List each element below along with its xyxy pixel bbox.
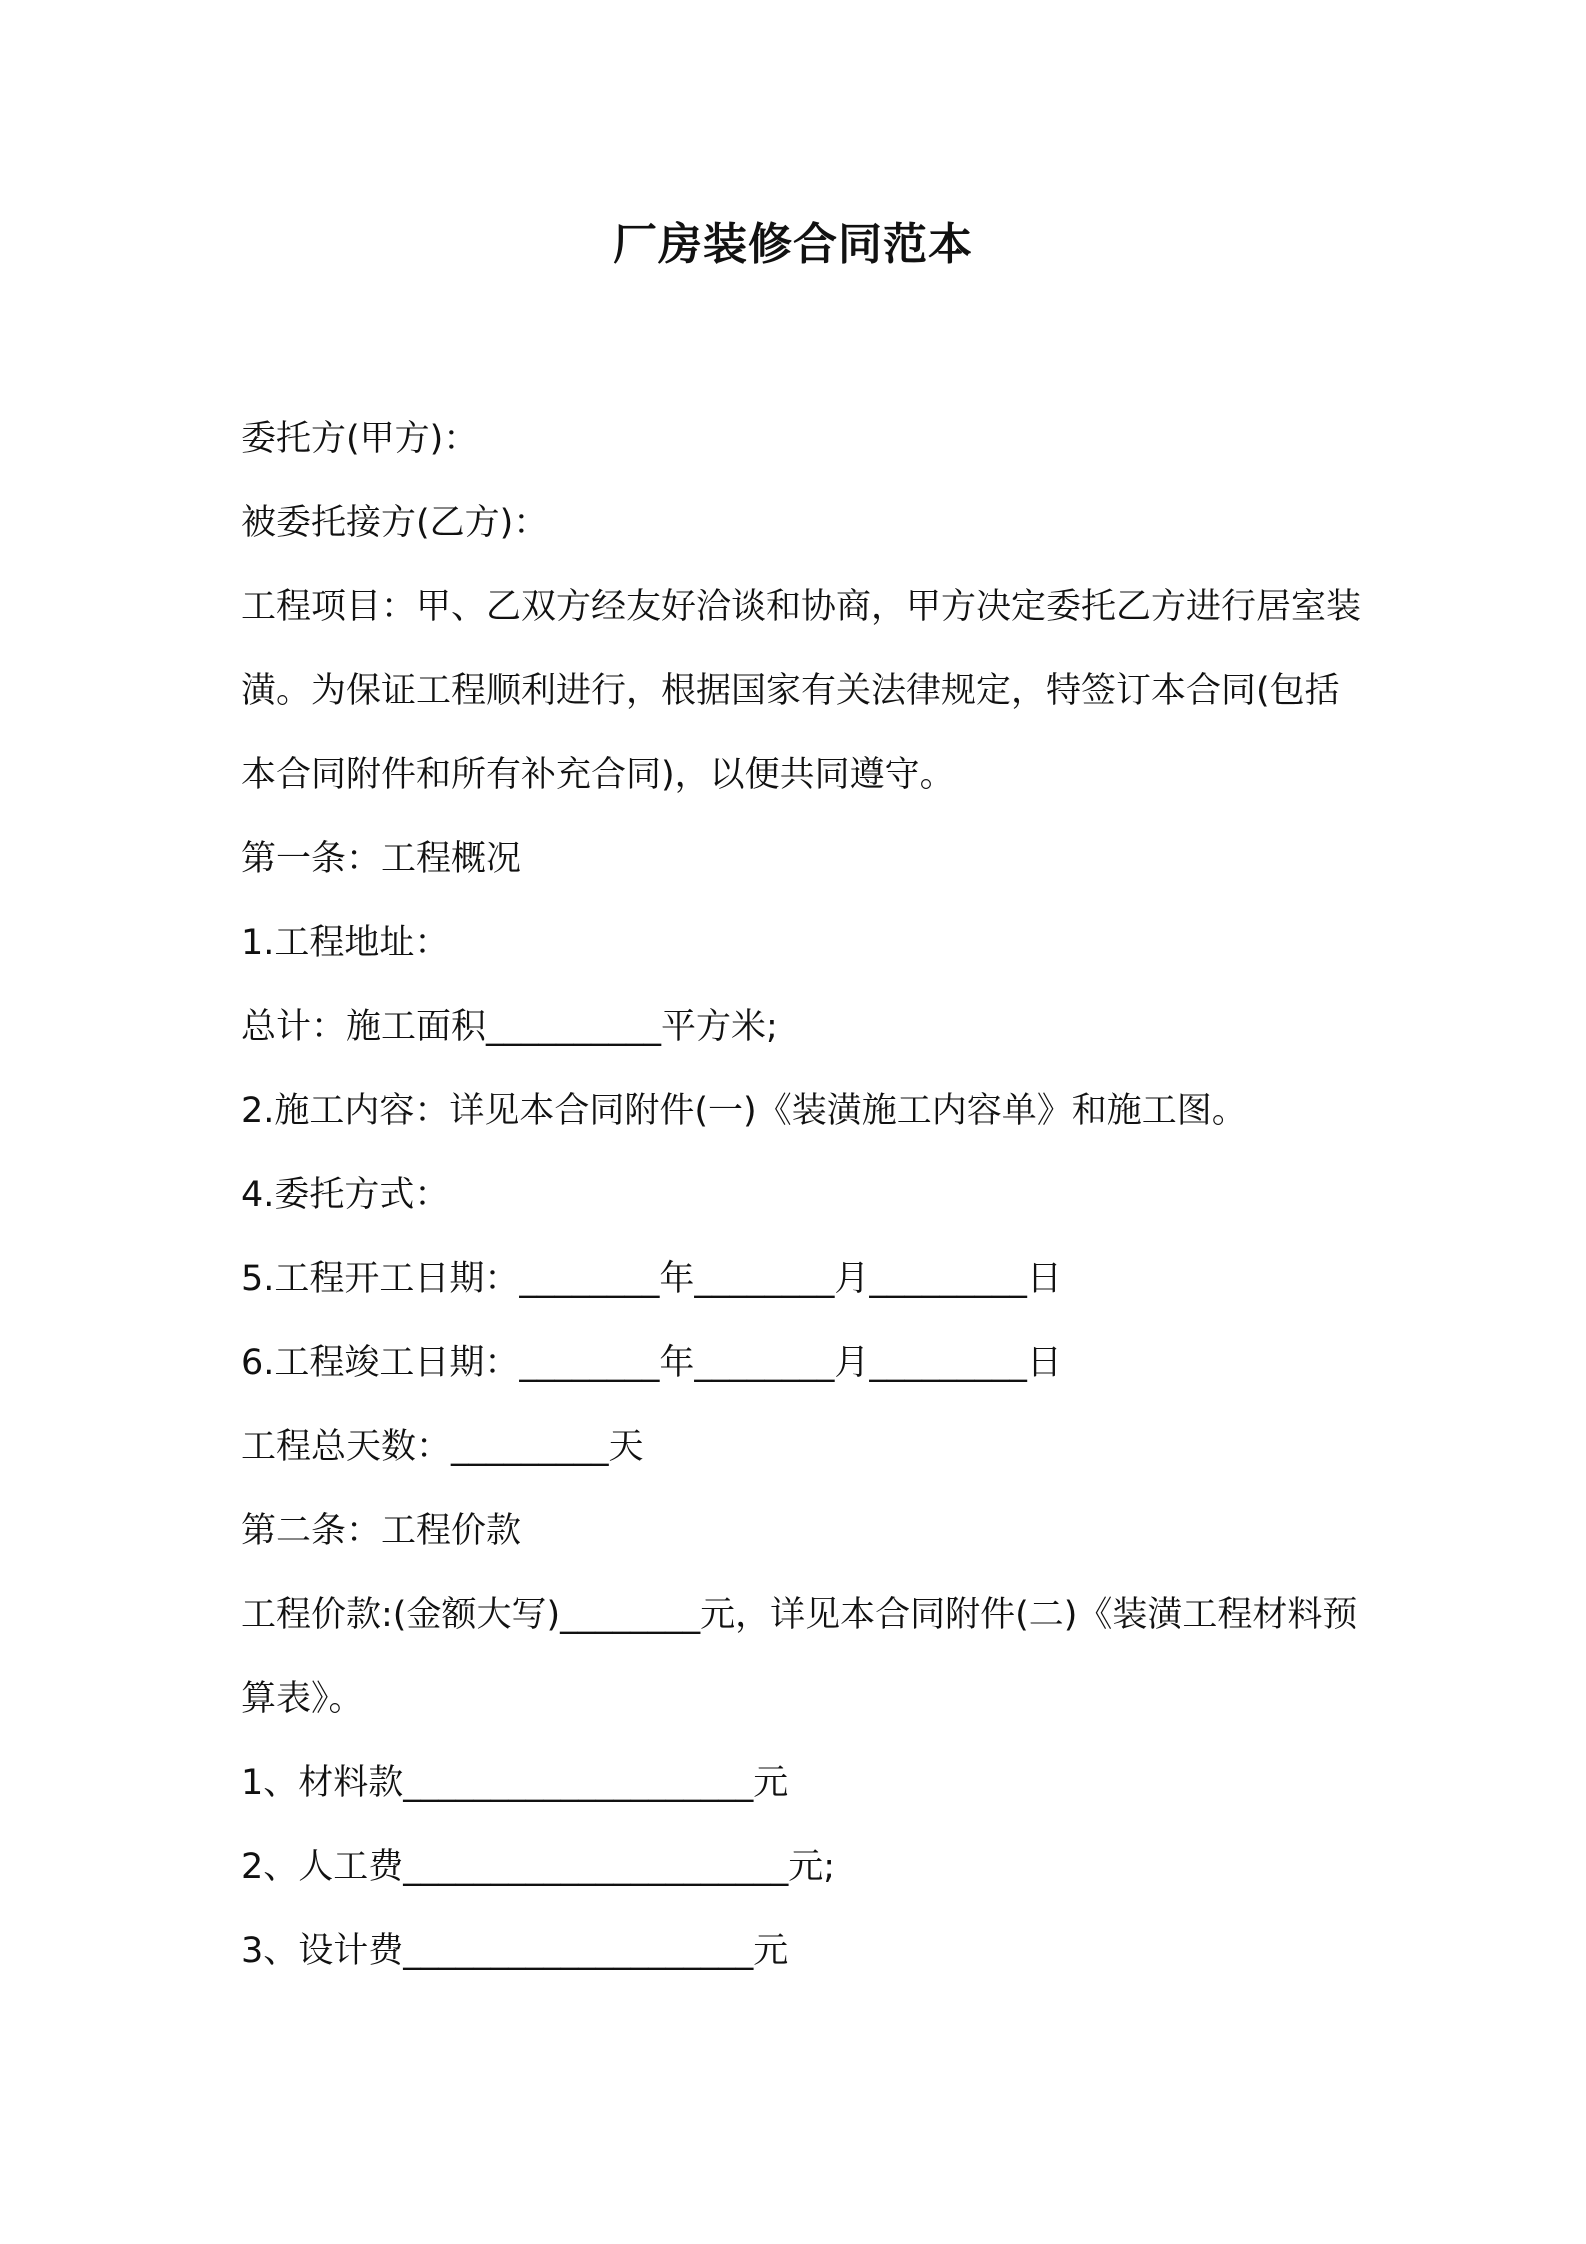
commission-method-line: 4.委托方式： xyxy=(241,1175,450,1215)
design-fee-line: 3、设计费____________________元 xyxy=(241,1931,789,1971)
construction-area-line: 总计：施工面积__________平方米; xyxy=(241,1007,778,1047)
project-address-line: 1.工程地址： xyxy=(241,923,450,963)
project-price-paragraph: 工程价款:(金额大写)________元，详见本合同附件(二)《装潢工程材料预算表》。 xyxy=(241,1595,1358,1719)
document-title: 厂房装修合同范本 xyxy=(613,219,973,270)
completion-date-line: 6.工程竣工日期：________年________月_________日 xyxy=(241,1343,1062,1383)
construction-content-line: 2.施工内容：详见本合同附件(一)《装潢施工内容单》和施工图。 xyxy=(241,1091,1247,1131)
total-days-line: 工程总天数：_________天 xyxy=(241,1427,644,1467)
party-b-line: 被委托接方(乙方)： xyxy=(241,503,549,543)
project-paragraph: 工程项目：甲、乙双方经友好洽谈和协商，甲方决定委托乙方进行居室装潢。为保证工程顺利进行，根据国家有关法律规定，特签订本合同(包括本合同附件和所有补充合同)，以便共同遵守。 xyxy=(241,587,1362,795)
document-body xyxy=(241,397,1361,1993)
start-date-line: 5.工程开工日期：________年________月_________日 xyxy=(241,1259,1062,1299)
labor-cost-line: 2、人工费______________________元; xyxy=(241,1847,836,1887)
article-one-heading: 第一条：工程概况 xyxy=(241,839,522,879)
article-two-heading: 第二条：工程价款 xyxy=(241,1511,522,1551)
material-cost-line: 1、材料款____________________元 xyxy=(241,1763,789,1803)
party-a-line: 委托方(甲方)： xyxy=(241,419,479,459)
